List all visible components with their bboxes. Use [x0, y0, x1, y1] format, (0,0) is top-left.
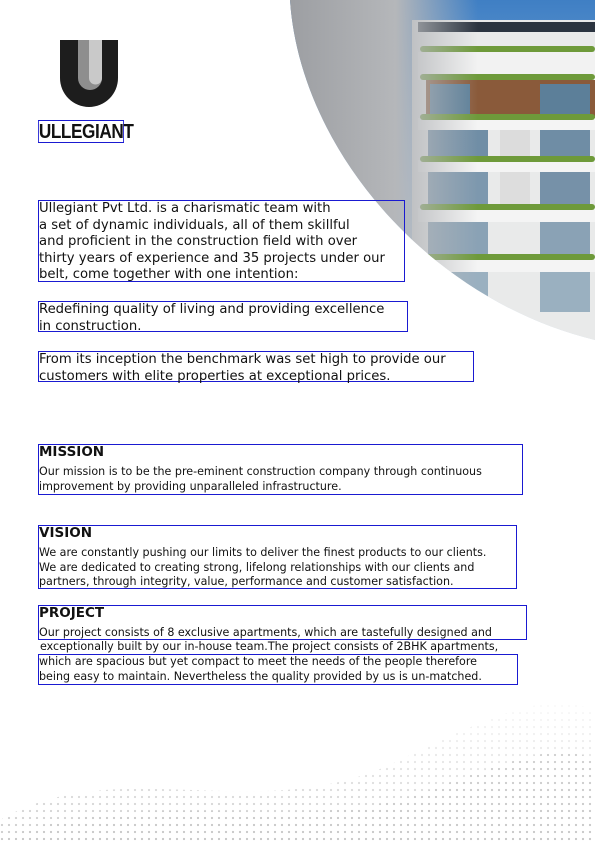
intro-paragraph	[38, 200, 405, 282]
vision-heading: VISION	[39, 525, 92, 541]
mission-section	[38, 444, 523, 495]
mission-line: improvement by providing unparalleled infrastructure.	[39, 479, 342, 493]
project-line: Our project consists of 8 exclusive apartments, which are tastefully designed and	[39, 626, 492, 639]
intro-line: and proficient in the construction field with over	[39, 234, 358, 250]
intro-line: thirty years of experience and 35 projects under our	[39, 250, 385, 266]
project-line: exceptionally built by our in-house team.The project consists of 2BHK apartments,	[40, 640, 499, 653]
project-line: which are spacious but yet compact to meet the needs of the people therefore	[39, 655, 477, 668]
project-heading-box	[38, 605, 527, 640]
intro-line: a set of dynamic individuals, all of them skillful	[39, 217, 350, 233]
mission-heading: MISSION	[39, 444, 105, 460]
ullegiant-logo-icon	[58, 38, 122, 112]
vision-line: partners, through integrity, value, performance and customer satisfaction.	[39, 575, 454, 588]
project-line: being easy to maintain. Nevertheless the quality provided by us is un-matched.	[39, 669, 482, 683]
project-heading: PROJECT	[39, 605, 105, 621]
intro-line: Ullegiant Pvt Ltd. is a charismatic team with	[39, 201, 331, 216]
benchmark-paragraph	[38, 351, 474, 382]
project-line-2	[40, 640, 540, 655]
brand-name: ULLEGIANT	[38, 121, 134, 143]
tagline	[38, 301, 408, 332]
benchmark-line: customers with elite properties at exceptional prices.	[39, 368, 391, 384]
tagline-line: in construction.	[39, 318, 142, 334]
vision-section	[38, 525, 517, 589]
vision-line: We are constantly pushing our limits to deliver the finest products to our clients.	[39, 546, 487, 559]
project-body-box	[38, 654, 518, 685]
intro-line: belt, come together with one intention:	[39, 267, 299, 283]
tagline-line: Redefining quality of living and providing excellence	[39, 302, 385, 317]
dotted-wave-decoration	[0, 690, 595, 842]
vision-line: We are dedicated to creating strong, lifelong relationships with our clients and	[39, 560, 475, 574]
mission-line: Our mission is to be the pre-eminent construction company through continuous	[39, 465, 482, 478]
benchmark-line: From its inception the benchmark was set high to provide our	[39, 352, 446, 367]
